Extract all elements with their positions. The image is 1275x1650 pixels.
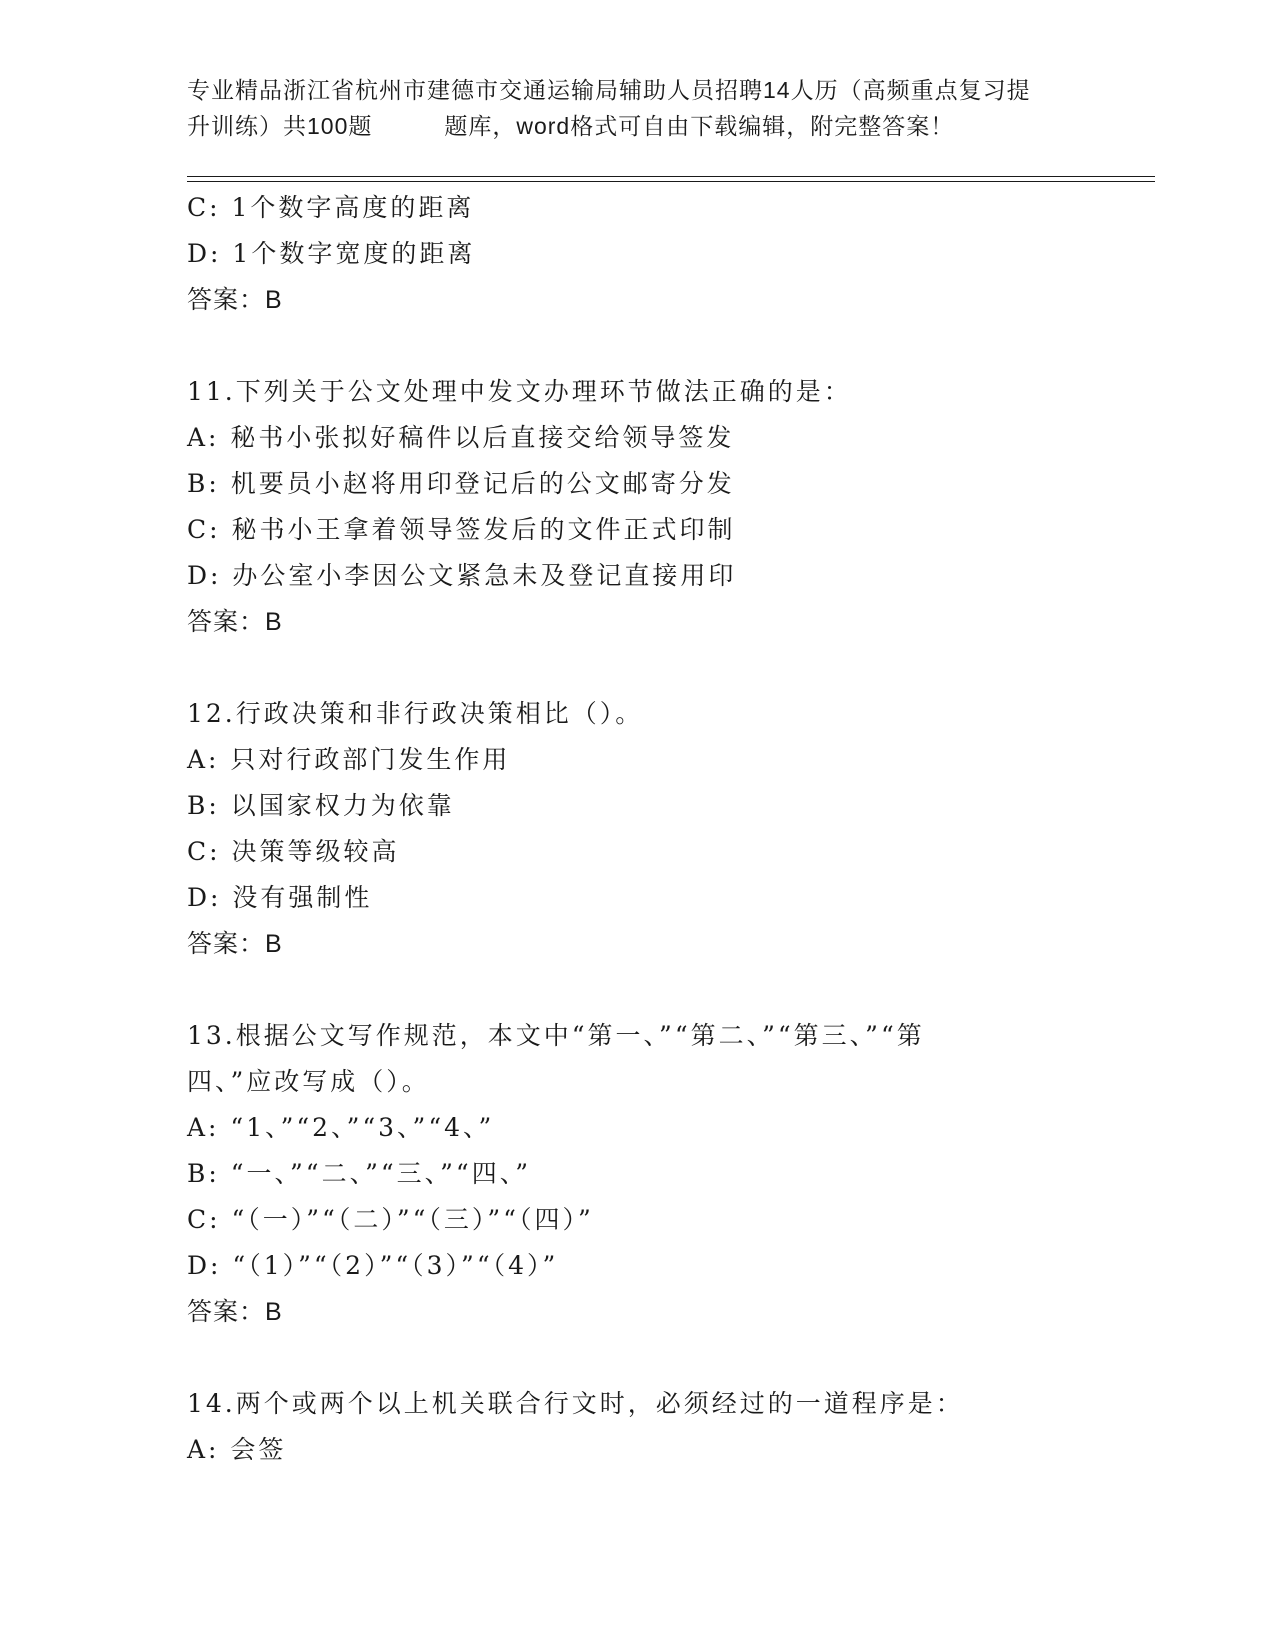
answer-line: 答案：B [187,608,283,636]
spacer [187,967,1107,1013]
option-c: C: “（一）”“（二）”“（三）”“（四）” [187,1205,594,1234]
header-divider-top [187,176,1155,177]
option-b: B: 机要员小赵将用印登记后的公文邮寄分发 [187,469,735,498]
question-stem: 12.行政决策和非行政决策相比（）。 [187,699,644,728]
question-11 [187,369,1107,645]
question-10-continued [187,185,1107,323]
option-a: A: “1、”“2、”“3、”“4、” [187,1113,495,1142]
option-b: B: 以国家权力为依靠 [187,791,455,820]
question-stem: 14.两个或两个以上机关联合行文时，必须经过的一道程序是： [187,1389,964,1418]
option-d: D: “（1）”“（2）”“（3）”“（4）” [187,1251,559,1280]
question-stem: 13.根据公文写作规范，本文中“第一、”“第二、”“第三、”“第 [187,1021,925,1050]
header-title-line-2a: 升训练）共100题 [187,113,373,139]
answer-line: 答案：B [187,1298,283,1326]
document-header [187,72,1087,144]
header-title-line-1: 专业精品浙江省杭州市建德市交通运输局辅助人员招聘14人历（高频重点复习提 [187,77,1031,103]
header-title-line-2 [187,108,1087,144]
spacer [187,645,1107,691]
answer-line: 答案：B [187,286,283,314]
option-c: C: 1个数字高度的距离 [187,193,475,222]
question-stem: 11.下列关于公文处理中发文办理环节做法正确的是： [187,377,852,406]
question-14 [187,1381,1107,1473]
option-d: D: 没有强制性 [187,883,373,912]
option-b: B: “一、”“二、”“三、”“四、” [187,1159,531,1188]
spacer [187,323,1107,369]
option-d: D: 1个数字宽度的距离 [187,239,476,268]
header-title-line-2b: 题库，word格式可自由下载编辑，附完整答案！ [444,113,955,139]
option-a: A: 秘书小张拟好稿件以后直接交给领导签发 [187,423,735,452]
question-stem-continued: 四、”应改写成（）。 [187,1067,430,1096]
spacer [187,1335,1107,1381]
question-13 [187,1013,1107,1335]
option-d: D: 办公室小李因公文紧急未及登记直接用印 [187,561,737,590]
question-12 [187,691,1107,967]
document-body [187,185,1107,1473]
answer-line: 答案：B [187,930,283,958]
option-a: A: 会签 [187,1435,287,1464]
option-a: A: 只对行政部门发生作用 [187,745,511,774]
option-c: C: 决策等级较高 [187,837,400,866]
header-divider-bottom [187,181,1155,182]
option-c: C: 秘书小王拿着领导签发后的文件正式印制 [187,515,736,544]
